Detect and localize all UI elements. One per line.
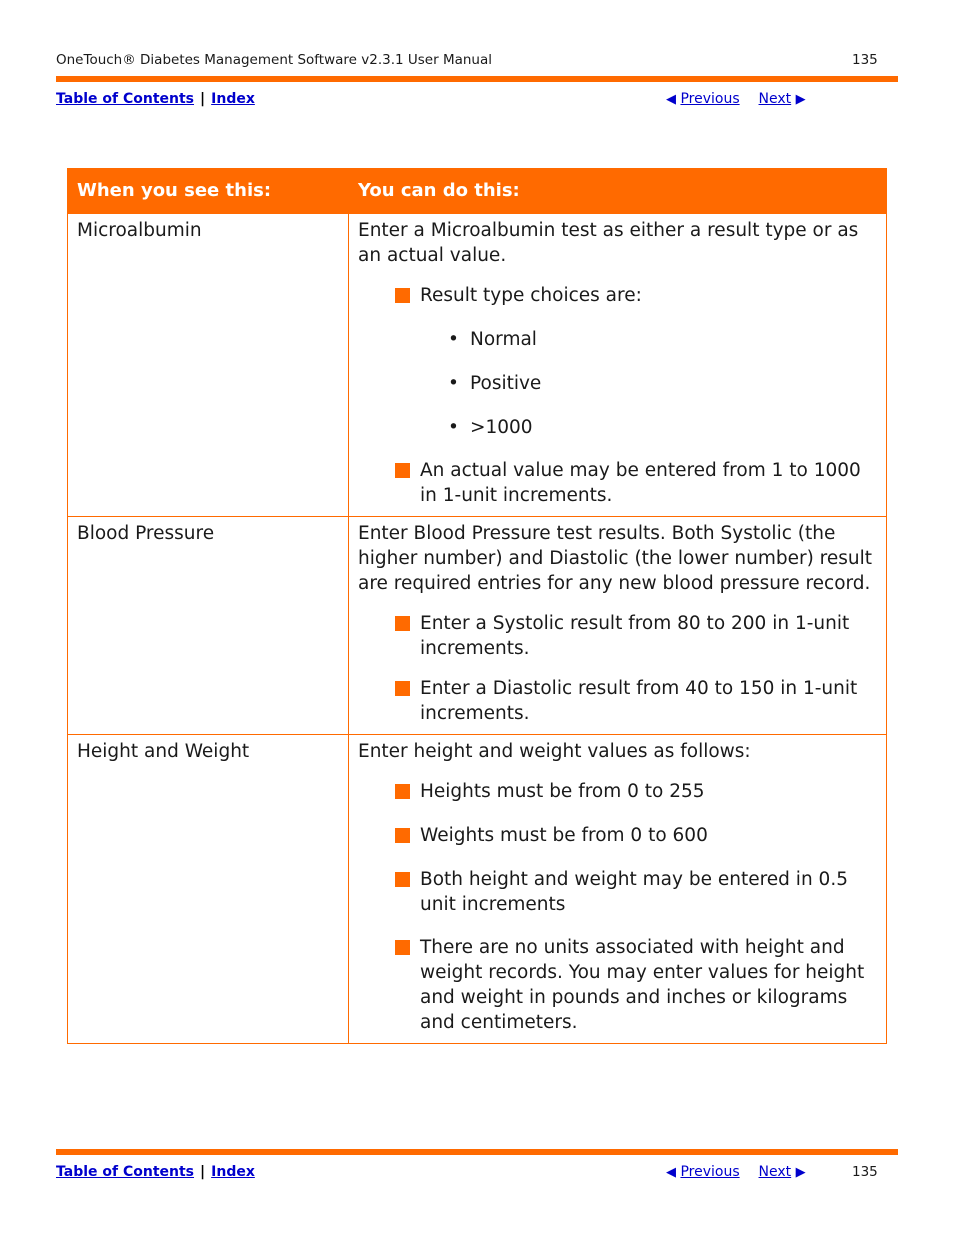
- orange-square-bullet-icon: [395, 828, 410, 843]
- header-rule: [56, 76, 898, 82]
- list-item: There are no units associated with height and weight records. You may enter values for height and weight in pounds and inches or kilograms and centimeters.: [358, 935, 877, 1035]
- row-description: [349, 517, 887, 735]
- next-arrow-icon[interactable]: ▶: [795, 1165, 806, 1180]
- list-item: Enter a Systolic result from 80 to 200 in 1-unit increments.: [358, 611, 877, 661]
- orange-square-bullet-icon: [395, 940, 410, 955]
- footer-page-number: 135: [852, 1164, 878, 1180]
- list-item: Heights must be from 0 to 255: [358, 779, 877, 804]
- previous-link[interactable]: Previous: [680, 91, 740, 107]
- orange-square-bullet-icon: [395, 681, 410, 696]
- list-item: An actual value may be entered from 1 to 1000 in 1-unit increments.: [358, 458, 877, 508]
- dot-bullet-icon: •: [448, 329, 459, 350]
- row-intro: Enter a Microalbumin test as either a result type or as an actual value.: [358, 220, 859, 266]
- sub-list-item: • Normal: [448, 329, 537, 350]
- row-intro: Enter height and weight values as follows:: [358, 741, 751, 762]
- next-link[interactable]: Next: [758, 91, 792, 107]
- orange-square-bullet-icon: [395, 288, 410, 303]
- row-term: Height and Weight: [68, 735, 349, 1044]
- page-number: 135: [852, 52, 878, 68]
- table-of-contents-link[interactable]: Table of Contents: [56, 91, 195, 107]
- previous-arrow-icon[interactable]: ◀: [666, 1165, 676, 1180]
- orange-square-bullet-icon: [395, 463, 410, 478]
- dot-bullet-icon: •: [448, 417, 459, 438]
- table-header-row: [68, 169, 887, 214]
- bottom-pager: [666, 1164, 806, 1180]
- orange-square-bullet-icon: [395, 616, 410, 631]
- column-header-when: When you see this:: [68, 169, 349, 214]
- row-term: Blood Pressure: [68, 517, 349, 735]
- nav-separator: |: [200, 91, 206, 107]
- top-nav: [56, 91, 255, 107]
- table-of-contents-link[interactable]: Table of Contents: [56, 1164, 195, 1180]
- table-row: [68, 735, 887, 1044]
- list-item: Both height and weight may be entered in 0.5 unit increments: [358, 867, 877, 917]
- list-item: Enter a Diastolic result from 40 to 150 in 1-unit increments.: [358, 676, 877, 726]
- dot-bullet-icon: •: [448, 373, 459, 394]
- table-row: [68, 517, 887, 735]
- index-link[interactable]: Index: [211, 1164, 255, 1180]
- top-pager: [666, 91, 806, 107]
- document-title: OneTouch® Diabetes Management Software v2.3.1 User Manual: [56, 52, 493, 68]
- nav-separator: |: [200, 1164, 206, 1180]
- column-header-action: You can do this:: [349, 169, 887, 214]
- previous-link[interactable]: Previous: [680, 1164, 740, 1180]
- row-description: [349, 214, 887, 517]
- row-intro: Enter Blood Pressure test results. Both Systolic (the higher number) and Diastolic (the lower number) result are required entries for any new blood pressure record.: [358, 523, 873, 594]
- sub-list-item: • >1000: [448, 417, 533, 438]
- sub-list-item: • Positive: [448, 373, 542, 394]
- row-term: Microalbumin: [68, 214, 349, 517]
- bottom-nav: [56, 1164, 255, 1180]
- footer-rule: [56, 1149, 898, 1155]
- table-row: [68, 214, 887, 517]
- index-link[interactable]: Index: [211, 91, 255, 107]
- previous-arrow-icon[interactable]: ◀: [666, 92, 676, 107]
- list-item: Weights must be from 0 to 600: [358, 823, 877, 848]
- reference-table: [67, 168, 887, 1044]
- list-item: Result type choices are:: [358, 283, 877, 308]
- orange-square-bullet-icon: [395, 872, 410, 887]
- row-description: [349, 735, 887, 1044]
- orange-square-bullet-icon: [395, 784, 410, 799]
- next-arrow-icon[interactable]: ▶: [795, 92, 806, 107]
- next-link[interactable]: Next: [758, 1164, 792, 1180]
